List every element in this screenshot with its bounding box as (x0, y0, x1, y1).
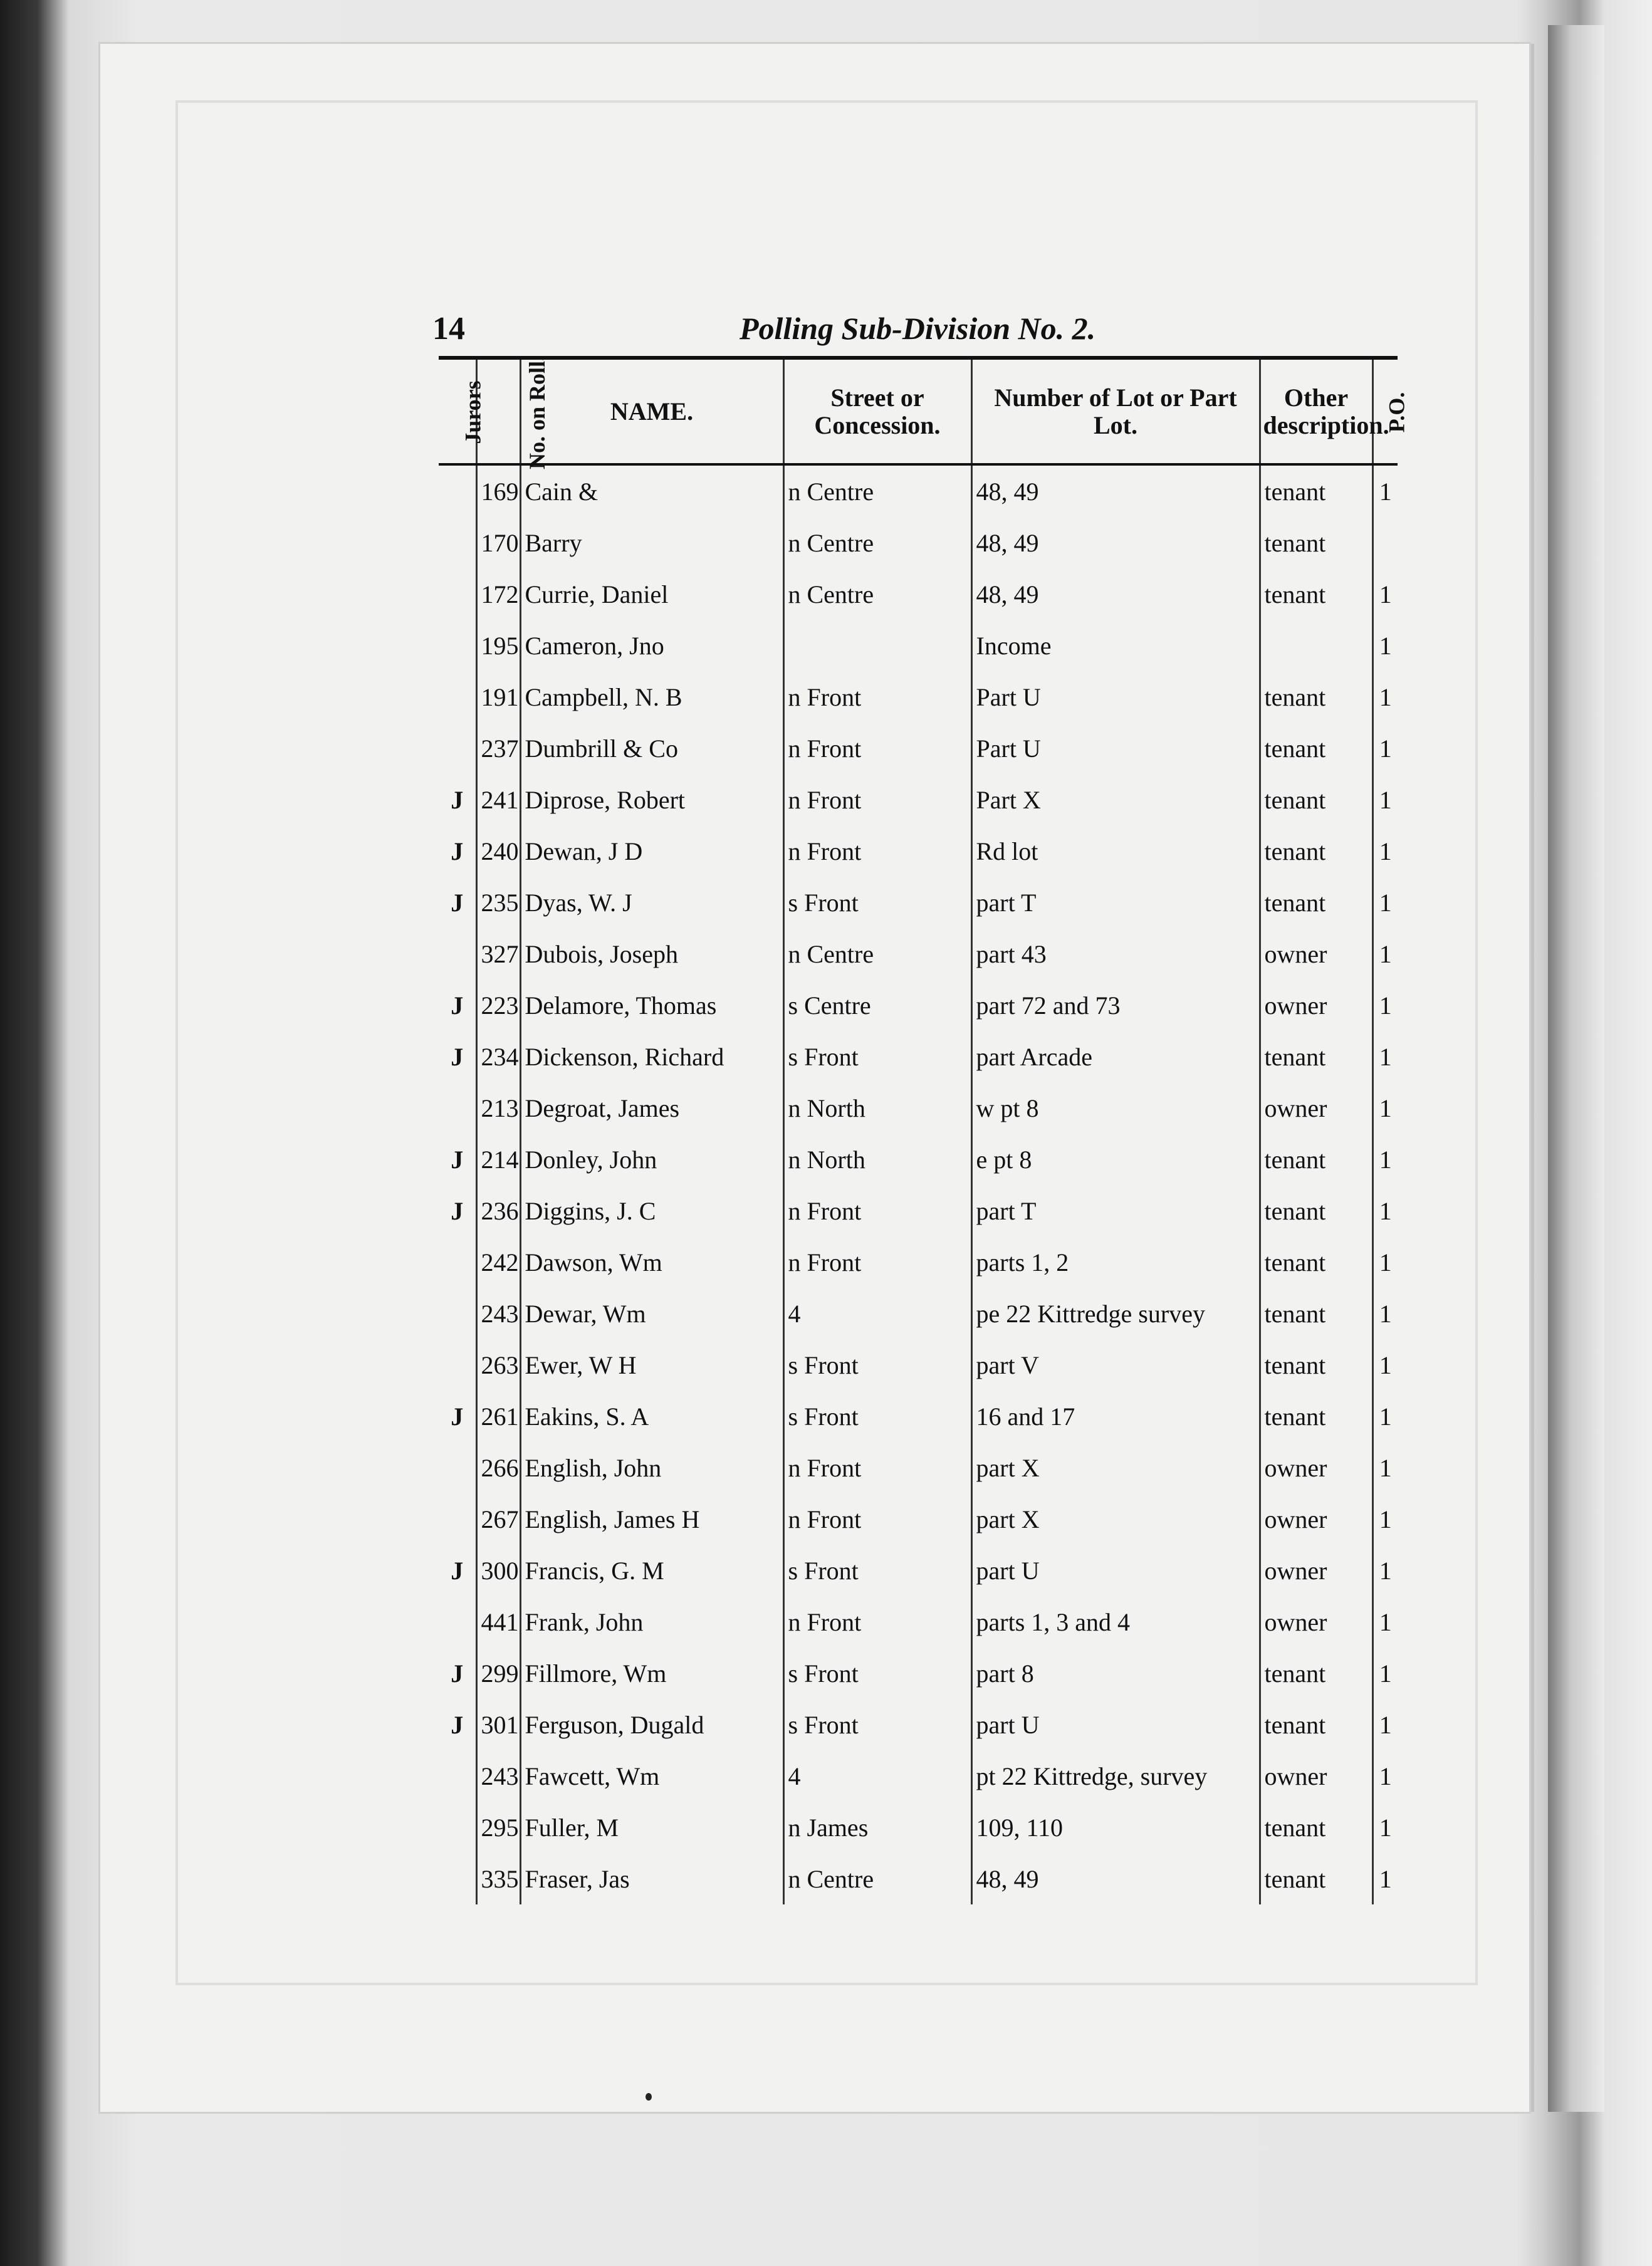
header-jurors: Jurors (439, 358, 476, 464)
table-row (439, 825, 1398, 877)
cell-name: Cameron, Jno (520, 620, 783, 671)
table-row (439, 1185, 1398, 1236)
cell-other-description: tenant (1260, 723, 1372, 774)
table-row (439, 928, 1398, 979)
cell-other-description: owner (1260, 1082, 1372, 1134)
cell-roll-number: 263 (476, 1339, 520, 1391)
table-row (439, 774, 1398, 825)
cell-jurors (439, 464, 476, 517)
cell-street: n Front (783, 774, 971, 825)
cell-lot: part V (971, 1339, 1260, 1391)
cell-name: Dyas, W. J (520, 877, 783, 928)
table-row (439, 1288, 1398, 1339)
cell-jurors: J (451, 785, 464, 814)
cell-jurors (439, 1236, 476, 1288)
table-row (439, 464, 1398, 517)
cell-lot: part 8 (971, 1647, 1260, 1699)
header-po: P.O. (1372, 358, 1398, 464)
table-row (439, 1493, 1398, 1545)
cell-jurors: J (451, 1196, 464, 1225)
cell-roll-number: 235 (476, 877, 520, 928)
cell-roll-number: 213 (476, 1082, 520, 1134)
cell-jurors (439, 1082, 476, 1134)
cell-other-description: tenant (1260, 1853, 1372, 1904)
cell-roll-number: 267 (476, 1493, 520, 1545)
cell-other-description: tenant (1260, 1288, 1372, 1339)
cell-roll-number: 170 (476, 517, 520, 568)
cell-lot: Part X (971, 774, 1260, 825)
header-other-description: Other description. (1260, 358, 1372, 464)
cell-po: 1 (1372, 1699, 1398, 1750)
cell-other-description: tenant (1260, 671, 1372, 723)
cell-po: 1 (1372, 928, 1398, 979)
cell-po: 1 (1372, 464, 1398, 517)
cell-roll-number: 241 (476, 774, 520, 825)
cell-roll-number: 237 (476, 723, 520, 774)
cell-roll-number: 236 (476, 1185, 520, 1236)
cell-street: n Front (783, 825, 971, 877)
cell-po: 1 (1372, 1082, 1398, 1134)
cell-jurors (439, 1853, 476, 1904)
cell-roll-number: 223 (476, 979, 520, 1031)
cell-name: Donley, John (520, 1134, 783, 1185)
header-lot: Number of Lot or Part Lot. (971, 358, 1260, 464)
cell-lot: part X (971, 1442, 1260, 1493)
table-row (439, 1545, 1398, 1596)
cell-lot: part 72 and 73 (971, 979, 1260, 1031)
cell-jurors: J (451, 1042, 464, 1071)
cell-name: Delamore, Thomas (520, 979, 783, 1031)
cell-other-description: tenant (1260, 1236, 1372, 1288)
cell-lot: part T (971, 1185, 1260, 1236)
page-title: Polling Sub-Division No. 2. (740, 311, 1096, 346)
cell-roll-number: 243 (476, 1750, 520, 1802)
cell-street: n Centre (783, 464, 971, 517)
cell-po: 1 (1372, 1802, 1398, 1853)
cell-roll-number: 172 (476, 568, 520, 620)
next-page-edge (1548, 25, 1604, 2112)
cell-jurors (439, 1493, 476, 1545)
table-row (439, 1647, 1398, 1699)
table-row (439, 979, 1398, 1031)
cell-lot: parts 1, 2 (971, 1236, 1260, 1288)
cell-roll-number: 234 (476, 1031, 520, 1082)
cell-name: Dumbrill & Co (520, 723, 783, 774)
cell-po: 1 (1372, 1288, 1398, 1339)
cell-street: n Front (783, 671, 971, 723)
cell-other-description: tenant (1260, 1802, 1372, 1853)
cell-po: 1 (1372, 1853, 1398, 1904)
cell-other-description: tenant (1260, 1185, 1372, 1236)
table-row (439, 1442, 1398, 1493)
cell-name: Dawson, Wm (520, 1236, 783, 1288)
cell-lot: 48, 49 (971, 464, 1260, 517)
cell-name: Fawcett, Wm (520, 1750, 783, 1802)
cell-po: 1 (1372, 620, 1398, 671)
cell-other-description (1260, 620, 1372, 671)
cell-jurors (439, 928, 476, 979)
cell-po: 1 (1372, 825, 1398, 877)
cell-name: Eakins, S. A (520, 1391, 783, 1442)
cell-street: n Centre (783, 928, 971, 979)
cell-po: 1 (1372, 671, 1398, 723)
cell-jurors: J (451, 991, 464, 1020)
cell-lot: 48, 49 (971, 568, 1260, 620)
cell-street: n James (783, 1802, 971, 1853)
cell-po: 1 (1372, 979, 1398, 1031)
cell-name: Dewar, Wm (520, 1288, 783, 1339)
cell-street: s Front (783, 877, 971, 928)
cell-jurors: J (451, 1710, 464, 1739)
cell-street: n Centre (783, 517, 971, 568)
cell-name: Degroat, James (520, 1082, 783, 1134)
cell-lot: pt 22 Kittredge, survey (971, 1750, 1260, 1802)
header-name: NAME. (520, 358, 783, 464)
cell-lot: parts 1, 3 and 4 (971, 1596, 1260, 1647)
cell-roll-number: 300 (476, 1545, 520, 1596)
cell-po: 1 (1372, 723, 1398, 774)
cell-lot: Income (971, 620, 1260, 671)
cell-lot: 48, 49 (971, 1853, 1260, 1904)
cell-jurors: J (451, 1556, 464, 1585)
cell-other-description: tenant (1260, 1699, 1372, 1750)
cell-name: Dubois, Joseph (520, 928, 783, 979)
cell-lot: part 43 (971, 928, 1260, 979)
cell-name: Diprose, Robert (520, 774, 783, 825)
cell-po (1372, 517, 1398, 568)
table-row (439, 1134, 1398, 1185)
cell-other-description: owner (1260, 928, 1372, 979)
voters-roll-table (439, 355, 1409, 1904)
cell-lot: 48, 49 (971, 517, 1260, 568)
cell-other-description: owner (1260, 1750, 1372, 1802)
cell-roll-number: 242 (476, 1236, 520, 1288)
table-header-row (439, 358, 1398, 464)
table-row (439, 568, 1398, 620)
cell-jurors (439, 620, 476, 671)
cell-jurors (439, 568, 476, 620)
cell-jurors (439, 671, 476, 723)
cell-roll-number: 266 (476, 1442, 520, 1493)
cell-roll-number: 195 (476, 620, 520, 671)
cell-name: Ewer, W H (520, 1339, 783, 1391)
cell-roll-number: 441 (476, 1596, 520, 1647)
cell-jurors: J (451, 837, 464, 865)
cell-jurors (439, 1596, 476, 1647)
page-number: 14 (432, 311, 465, 347)
cell-po: 1 (1372, 1442, 1398, 1493)
cell-street: s Front (783, 1391, 971, 1442)
table-row (439, 1750, 1398, 1802)
cell-jurors (439, 1339, 476, 1391)
cell-po: 1 (1372, 1493, 1398, 1545)
cell-name: English, John (520, 1442, 783, 1493)
cell-other-description: tenant (1260, 1031, 1372, 1082)
cell-street: n Front (783, 1185, 971, 1236)
table-row (439, 1596, 1398, 1647)
cell-jurors (439, 723, 476, 774)
cell-name: Frank, John (520, 1596, 783, 1647)
cell-lot: e pt 8 (971, 1134, 1260, 1185)
cell-jurors: J (451, 1402, 464, 1431)
cell-street (783, 620, 971, 671)
cell-name: Ferguson, Dugald (520, 1699, 783, 1750)
cell-street: n Front (783, 723, 971, 774)
table-row (439, 1802, 1398, 1853)
cell-roll-number: 169 (476, 464, 520, 517)
table-row (439, 877, 1398, 928)
cell-lot: part T (971, 877, 1260, 928)
cell-jurors (439, 517, 476, 568)
cell-street: 4 (783, 1750, 971, 1802)
header-street: Street or Concession. (783, 358, 971, 464)
table-row (439, 1391, 1398, 1442)
cell-po: 1 (1372, 1236, 1398, 1288)
cell-lot: part U (971, 1545, 1260, 1596)
cell-street: n North (783, 1082, 971, 1134)
cell-po: 1 (1372, 1750, 1398, 1802)
cell-name: Barry (520, 517, 783, 568)
cell-lot: part Arcade (971, 1031, 1260, 1082)
cell-other-description: tenant (1260, 517, 1372, 568)
cell-po: 1 (1372, 1339, 1398, 1391)
cell-roll-number: 261 (476, 1391, 520, 1442)
cell-street: n Front (783, 1236, 971, 1288)
cell-street: n Front (783, 1493, 971, 1545)
table-row (439, 1699, 1398, 1750)
cell-other-description: tenant (1260, 464, 1372, 517)
cell-po: 1 (1372, 568, 1398, 620)
cell-name: Fraser, Jas (520, 1853, 783, 1904)
cell-other-description: owner (1260, 1596, 1372, 1647)
cell-other-description: tenant (1260, 825, 1372, 877)
cell-lot: 16 and 17 (971, 1391, 1260, 1442)
cell-roll-number: 243 (476, 1288, 520, 1339)
cell-roll-number: 335 (476, 1853, 520, 1904)
table-row (439, 620, 1398, 671)
cell-lot: part X (971, 1493, 1260, 1545)
cell-po: 1 (1372, 877, 1398, 928)
cell-roll-number: 240 (476, 825, 520, 877)
cell-po: 1 (1372, 1185, 1398, 1236)
ink-speck (646, 2093, 652, 2101)
cell-other-description: tenant (1260, 1339, 1372, 1391)
cell-roll-number: 299 (476, 1647, 520, 1699)
cell-street: s Centre (783, 979, 971, 1031)
cell-jurors: J (451, 888, 464, 917)
cell-name: Currie, Daniel (520, 568, 783, 620)
cell-lot: Part U (971, 671, 1260, 723)
cell-other-description: tenant (1260, 1647, 1372, 1699)
table-row (439, 1236, 1398, 1288)
cell-other-description: owner (1260, 979, 1372, 1031)
cell-po: 1 (1372, 1647, 1398, 1699)
cell-roll-number: 191 (476, 671, 520, 723)
table-row (439, 671, 1398, 723)
cell-lot: Rd lot (971, 825, 1260, 877)
cell-other-description: owner (1260, 1442, 1372, 1493)
cell-lot: Part U (971, 723, 1260, 774)
page-header (432, 310, 1398, 354)
cell-name: Fuller, M (520, 1802, 783, 1853)
header-roll-number: No. on Roll. (476, 358, 520, 464)
cell-roll-number: 214 (476, 1134, 520, 1185)
cell-lot: part U (971, 1699, 1260, 1750)
cell-lot: w pt 8 (971, 1082, 1260, 1134)
cell-other-description: tenant (1260, 1391, 1372, 1442)
cell-name: Dewan, J D (520, 825, 783, 877)
cell-street: s Front (783, 1339, 971, 1391)
cell-other-description: tenant (1260, 1134, 1372, 1185)
cell-street: n Centre (783, 1853, 971, 1904)
cell-name: Cain & (520, 464, 783, 517)
table-row (439, 1339, 1398, 1391)
cell-po: 1 (1372, 1596, 1398, 1647)
cell-jurors (439, 1802, 476, 1853)
cell-name: English, James H (520, 1493, 783, 1545)
cell-street: s Front (783, 1647, 971, 1699)
cell-name: Campbell, N. B (520, 671, 783, 723)
cell-other-description: tenant (1260, 774, 1372, 825)
table-body (439, 464, 1398, 1904)
cell-name: Diggins, J. C (520, 1185, 783, 1236)
table-row (439, 1853, 1398, 1904)
table-row (439, 517, 1398, 568)
cell-jurors: J (451, 1659, 464, 1688)
cell-street: s Front (783, 1545, 971, 1596)
cell-po: 1 (1372, 1545, 1398, 1596)
cell-other-description: owner (1260, 1493, 1372, 1545)
cell-other-description: tenant (1260, 877, 1372, 928)
table-row (439, 1082, 1398, 1134)
cell-other-description: tenant (1260, 568, 1372, 620)
cell-name: Dickenson, Richard (520, 1031, 783, 1082)
cell-roll-number: 301 (476, 1699, 520, 1750)
cell-roll-number: 295 (476, 1802, 520, 1853)
cell-street: n Front (783, 1596, 971, 1647)
cell-street: s Front (783, 1699, 971, 1750)
cell-street: n North (783, 1134, 971, 1185)
cell-po: 1 (1372, 1031, 1398, 1082)
cell-street: n Front (783, 1442, 971, 1493)
cell-jurors (439, 1442, 476, 1493)
cell-name: Francis, G. M (520, 1545, 783, 1596)
cell-jurors (439, 1750, 476, 1802)
cell-lot: pe 22 Kittredge survey (971, 1288, 1260, 1339)
cell-name: Fillmore, Wm (520, 1647, 783, 1699)
cell-street: s Front (783, 1031, 971, 1082)
cell-jurors: J (451, 1145, 464, 1174)
cell-po: 1 (1372, 774, 1398, 825)
table-row (439, 723, 1398, 774)
cell-po: 1 (1372, 1134, 1398, 1185)
table-row (439, 1031, 1398, 1082)
cell-jurors (439, 1288, 476, 1339)
cell-street: n Centre (783, 568, 971, 620)
cell-other-description: owner (1260, 1545, 1372, 1596)
cell-street: 4 (783, 1288, 971, 1339)
cell-roll-number: 327 (476, 928, 520, 979)
cell-lot: 109, 110 (971, 1802, 1260, 1853)
cell-po: 1 (1372, 1391, 1398, 1442)
